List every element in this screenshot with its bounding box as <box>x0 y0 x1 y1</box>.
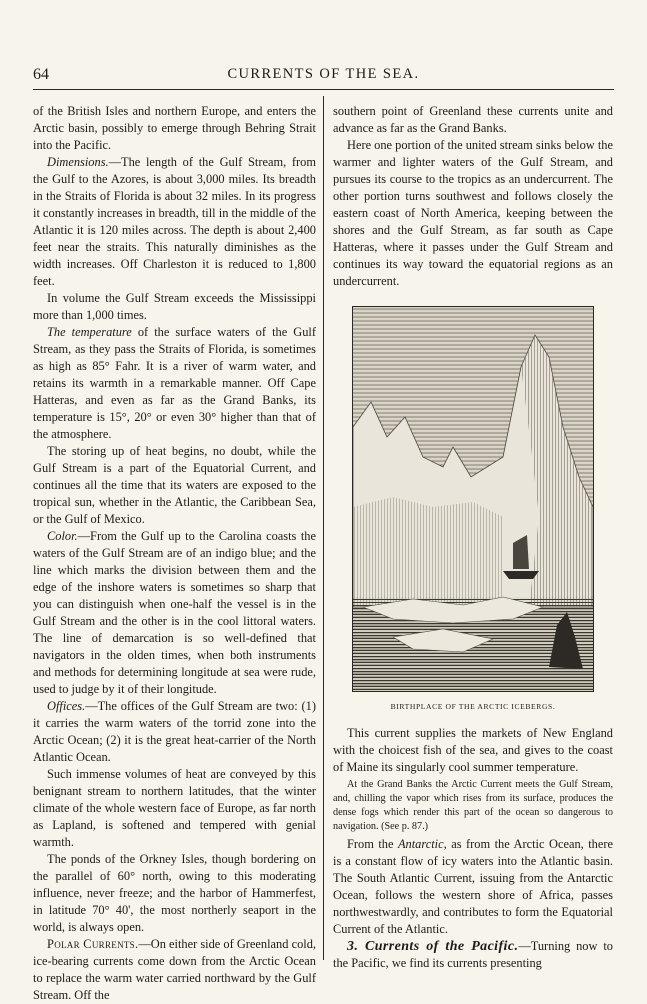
paragraph-text: —The length of the Gulf Stream, from the Gulf to the Azores, is about 3,000 miles. Its breadth in the Straits of Florida is about 32 miles. In its progress it constantly increases in breadth, till in the middle of the Atlantic it is 120 miles across. The depth is about 2,400 feet near the straits. This naturally diminishes as the width increases. Off Charleston it is reduced to 1,800 feet. <box>33 155 316 288</box>
column-divider <box>323 96 324 960</box>
paragraph-offices <box>33 698 316 766</box>
paragraph: The storing up of heat begins, no doubt, while the Gulf Stream is a part of the Equatorial Current, and continues all the time that its waters are exposed to the tropical sun, whether in the Atlantic, the Caribbean Sea, or the Gulf of Mexico. <box>33 444 316 526</box>
paragraph-dimensions <box>33 154 316 290</box>
header-rule <box>33 89 614 90</box>
paragraph: Such immense volumes of heat are conveyed by this benignant stream to northern latitudes, that the winter climate of the whole western face of Europe, as far north as Lapland, is softened and tempered with genial warmth. <box>33 767 316 849</box>
paragraph: This current supplies the markets of New England with the choicest fish of the sea, and gives to the coast of Maine its singularly cool summer temperature. <box>333 726 613 774</box>
paragraph-temperature <box>33 324 316 443</box>
paragraph-pacific <box>333 938 613 972</box>
paragraph: of the British Isles and northern Europe, and enters the Arctic basin, possibly to emerge through Behring Strait into the Pacific. <box>33 104 316 152</box>
iceberg-engraving <box>352 306 594 692</box>
paragraph-lead: Color. <box>47 529 78 543</box>
paragraph: In volume the Gulf Stream exceeds the Mississippi more than 1,000 times. <box>33 291 316 322</box>
paragraph-antarctic <box>333 836 613 938</box>
footnote: At the Grand Banks the Arctic Current meets the Gulf Stream, and, chilling the vapor which rises from its surface, produces the dense fogs which render this part of the ocean so dangerous to navigation. (See p. 87.) <box>333 779 613 832</box>
paragraph-lead: Antarctic <box>397 837 444 851</box>
paragraph-lead: Polar Currents. <box>47 937 139 951</box>
paragraph-polar-currents <box>33 936 316 1004</box>
left-column <box>33 103 316 1004</box>
paragraph-lead: The temperature <box>47 325 132 339</box>
paragraph-text: —On either side of Greenland cold, ice-bearing currents come down from the Arctic Ocean to replace the warm water carried northward by the Gulf Stream. Off the <box>33 937 316 1002</box>
paragraph-lead: Offices. <box>47 699 86 713</box>
paragraph-text: —From the Gulf up to the Carolina coasts the waters of the Gulf Stream are of an indigo blue; and the line which marks the division between them and the edge of the inshore waters is sometimes so sharp that you can distinguish when one-half the vessel is in the Gulf Stream and the other is in the cool littoral waters. The line of demarcation is so well-defined that navigators in the olden times, when both instruments and methods for determining longitude at sea were rude, used to judge by it of their longitude. <box>33 529 316 696</box>
paragraph-text: —Turning now to the Pacific, we find its currents presenting <box>333 939 613 970</box>
paragraph: southern point of Greenland these currents unite and advance as far as the Grand Banks. <box>333 104 613 135</box>
section-heading: 3. Currents of the Pacific. <box>347 939 519 954</box>
paragraph-lead: Dimensions. <box>47 155 109 169</box>
paragraph-pre: From the <box>347 837 398 851</box>
paragraph-text: of the surface waters of the Gulf Stream, as they pass the Straits of Florida, is sometimes as high as 85° Fahr. It is a river of warm water, and retains its warmth in a remarkable manner. Off Cape Hatteras, and even as far as the Grand Banks, its temperature is 15°, 20° or even 30° higher than that of the atmosphere. <box>33 325 316 441</box>
iceberg-illustration <box>353 307 593 691</box>
paragraph: The ponds of the Orkney Isles, though bordering on the parallel of 60° north, owing to this moderating influence, never freeze; and the harbor of Hammerfest, in latitude 70° 40', the most northerly seaport in the world, is always open. <box>33 852 316 934</box>
running-title: CURRENTS OF THE SEA. <box>227 66 420 82</box>
page-number: 64 <box>33 66 49 83</box>
paragraph-text: , as from the Arctic Ocean, there is a constant flow of icy waters into the Atlantic basin. The South Atlantic Current, issuing from the Antarctic Ocean, follows the western shore of Africa, passes northwestwardly, and contributes to form the Equatorial Current of the Atlantic. <box>333 837 613 936</box>
page-header <box>33 66 614 90</box>
right-column <box>333 103 613 972</box>
paragraph-text: —The offices of the Gulf Stream are two: (1) it carries the warm waters of the torrid zone into the Arctic Ocean; (2) it is the great heat-carrier of the North Atlantic Ocean. <box>33 699 316 764</box>
cliff-face <box>353 497 503 607</box>
paragraph: Here one portion of the united stream sinks below the warmer and lighter waters of the Gulf Stream, and pursues its course to the tropics as an undercurrent. The other portion turns southwest and follows closely the eastern coast of North America, keeping between the shores and the Gulf Stream, as far south as Cape Hatteras, where it passes under the Gulf Stream and continues its way toward the equatorial regions as an undercurrent. <box>333 138 613 288</box>
paragraph-color <box>33 528 316 698</box>
ship-hull <box>503 571 539 579</box>
figure-caption: BIRTHPLACE OF THE ARCTIC ICEBERGS. <box>390 702 556 711</box>
